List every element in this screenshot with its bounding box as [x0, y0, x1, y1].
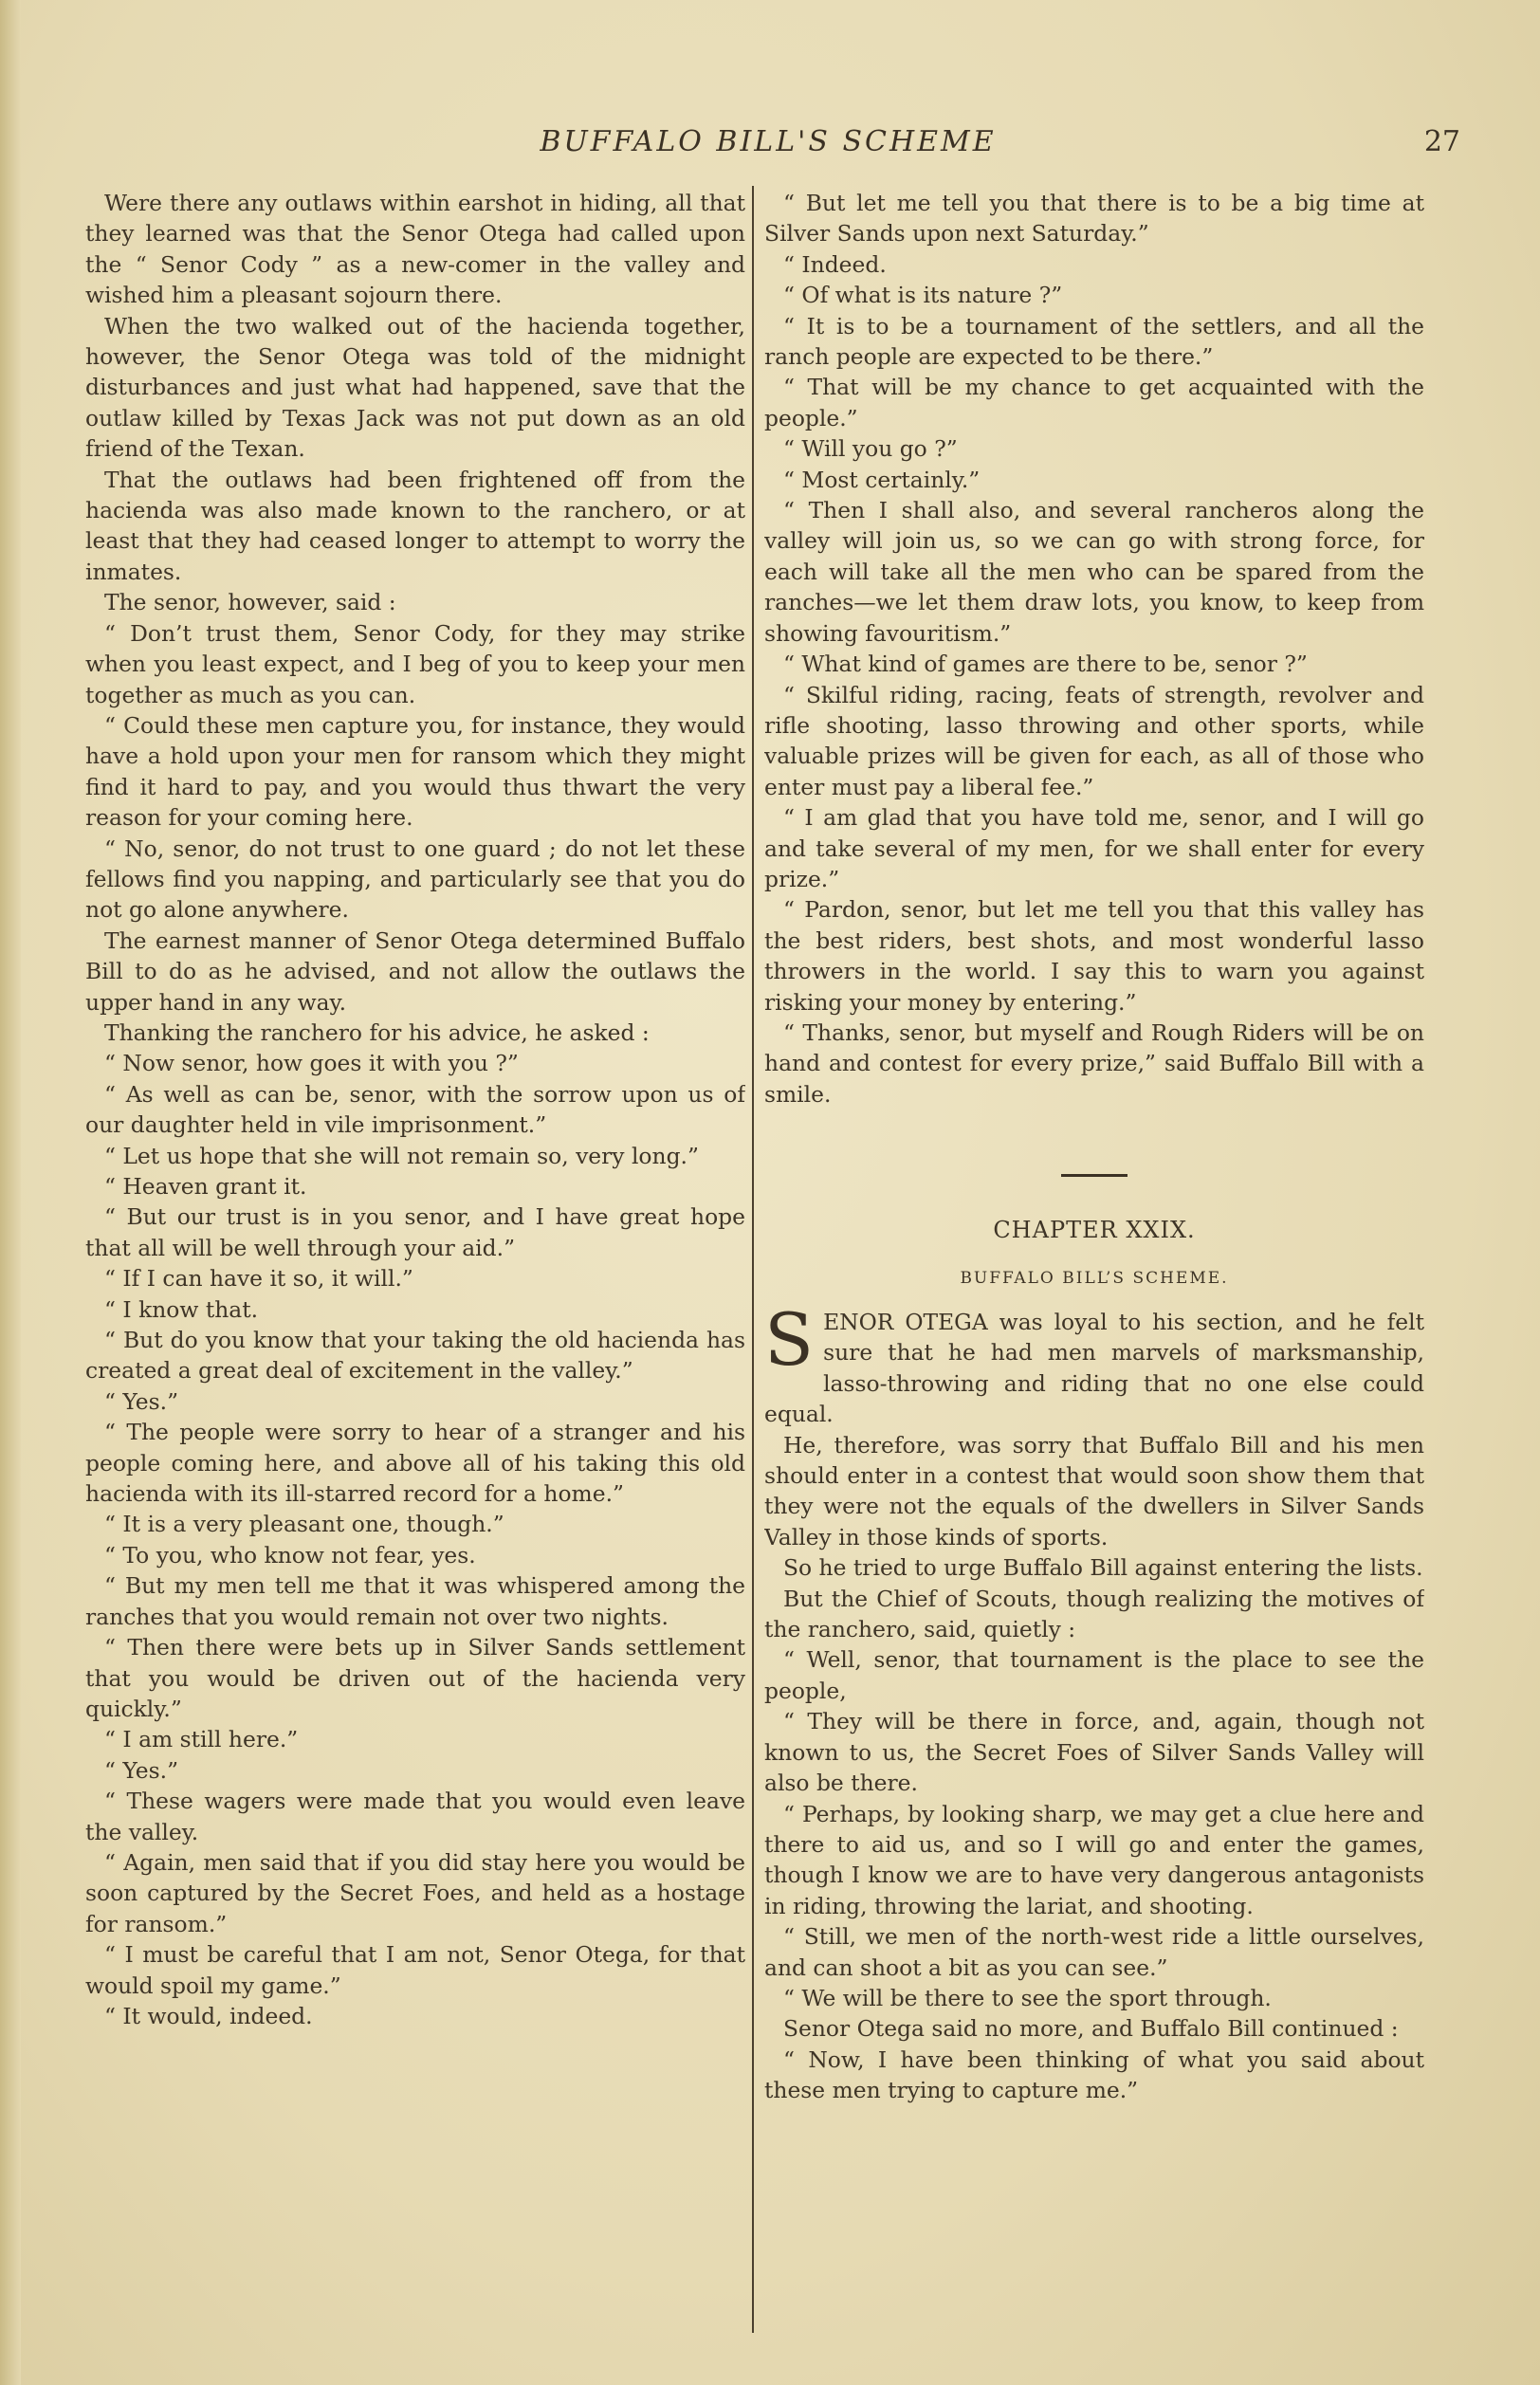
- page-number: 27: [1423, 125, 1460, 158]
- paragraph: “ Skilful riding, racing, feats of strength, revolver and rifle shooting, lasso throwing and other sports, while valuable prizes will be given for each, as all of those who enter must pay a liberal fee.”: [764, 681, 1424, 800]
- paragraph: So he tried to urge Buffalo Bill against entering the lists.: [783, 1554, 1423, 1582]
- paragraph: “ To you, who know not fear, yes.: [104, 1541, 476, 1569]
- paragraph: He, therefore, was sorry that Buffalo Bill and his men should enter in a contest that would soon show them that they were not the equals of the dwellers in Silver Sands Valley in those kinds of sports.: [764, 1431, 1424, 1550]
- paragraph: The earnest manner of Senor Otega determined Buffalo Bill to do as he advised, and not allow the outlaws the upper hand in any way.: [85, 926, 745, 1016]
- paragraph: “ Perhaps, by looking sharp, we may get a clue here and there to aid us, and so I will go and enter the games, though I know we are to have very dangerous antagonists in riding, throwing the lariat, and shooting.: [764, 1800, 1424, 1919]
- right-column: [764, 188, 1424, 2350]
- paragraph: “ I am still here.”: [104, 1726, 299, 1753]
- chapter-title: CHAPTER XXIX.: [993, 1217, 1196, 1244]
- paragraph: “ We will be there to see the sport through.: [783, 1984, 1272, 2011]
- paragraph: “ Pardon, senor, but let me tell you that this valley has the best riders, best shots, and most wonderful lasso throwers in the world. I say this to warn you against risking your money by entering.”: [764, 896, 1424, 1016]
- paragraph: “ Now senor, how goes it with you ?”: [104, 1050, 519, 1077]
- paragraph: “ Most certainly.”: [783, 466, 981, 493]
- paragraph: “ I know that.: [104, 1295, 259, 1323]
- paragraph: “ It is a very pleasant one, though.”: [104, 1511, 504, 1538]
- paragraph: But the Chief of Scouts, though realizing the motives of the ranchero, said, quietly :: [764, 1585, 1424, 1643]
- paragraph: “ If I can have it so, it will.”: [104, 1265, 413, 1293]
- paragraph: The senor, however, said :: [104, 589, 396, 616]
- paragraph: “ No, senor, do not trust to one guard ; do not let these fellows find you napping, and particularly see that you do not go alone anywhere.: [85, 835, 745, 924]
- paragraph: “ Don’t trust them, Senor Cody, for they may strike when you least expect, and I beg of you to keep your men together as much as you can.: [85, 619, 745, 708]
- paragraph: “ Then there were bets up in Silver Sands settlement that you would be driven out of the hacienda very quickly.”: [85, 1634, 745, 1722]
- first-paragraph-text: ENOR OTEGA was loyal to his section, and he felt sure that he had men marvels of marksmanship, lasso-throwing and riding that no one else could equal.: [764, 1309, 1424, 1428]
- paragraph: When the two walked out of the hacienda together, however, the Senor Otega was told of the midnight disturbances and just what had happened, save that the outlaw killed by Texas Jack was not put down as an old friend of the Texan.: [85, 312, 745, 463]
- column-rule: [752, 186, 754, 2333]
- paragraph: “ Will you go ?”: [783, 435, 958, 463]
- paragraph: Senor Otega said no more, and Buffalo Bill continued :: [783, 2015, 1399, 2043]
- page-header: [76, 125, 1460, 163]
- paragraph: “ But do you know that your taking the old hacienda has created a great deal of excitement in the valley.”: [85, 1327, 745, 1385]
- paragraph: “ The people were sorry to hear of a stranger and his people coming here, and above all of his taking this old hacienda with its ill-starred record for a home.”: [85, 1419, 745, 1508]
- paragraph: “ But my men tell me that it was whispered among the ranches that you would remain not over two nights.: [85, 1572, 745, 1630]
- paragraph: “ I am glad that you have told me, senor, and I will go and take several of my men, for we shall enter for every prize.”: [764, 804, 1424, 892]
- running-title: BUFFALO BILL'S SCHEME: [540, 125, 997, 158]
- paragraph: “ Of what is its nature ?”: [783, 282, 1063, 309]
- chapter-first-paragraph: [764, 1297, 1424, 1430]
- paragraph: “ Still, we men of the north-west ride a little ourselves, and can shoot a bit as you can see.”: [764, 1923, 1424, 1981]
- paragraph: “ Let us hope that she will not remain so, very long.”: [104, 1142, 699, 1169]
- paragraph: “ That will be my chance to get acquainted with the people.”: [764, 374, 1424, 431]
- paragraph: Were there any outlaws within earshot in hiding, all that they learned was that the Senor Otega had called upon the “ Senor Cody ” as a new-comer in the valley and wished him a pleasant sojourn there.: [85, 190, 745, 309]
- paragraph: “ Thanks, senor, but myself and Rough Riders will be on hand and contest for every prize,” said Buffalo Bill with a smile.: [764, 1018, 1424, 1108]
- paragraph: “ I must be careful that I am not, Senor Otega, for that would spoil my game.”: [85, 1941, 745, 1999]
- paragraph: “ Heaven grant it.: [104, 1173, 307, 1200]
- page-binding-edge: [0, 0, 21, 2385]
- paragraph: “ But let me tell you that there is to be a big time at Silver Sands upon next Saturday.”: [764, 190, 1424, 248]
- paragraph: “ It is to be a tournament of the settlers, and all the ranch people are expected to be there.”: [764, 312, 1424, 371]
- paragraph: “ Indeed.: [783, 250, 887, 278]
- paragraph: “ Could these men capture you, for instance, they would have a hold upon your men for ransom which they might find it hard to pay, and you would thus thwart the very reason for your coming here.: [85, 711, 745, 832]
- paragraph: “ What kind of games are there to be, senor ?”: [783, 651, 1308, 678]
- chapter-subtitle: BUFFALO BILL’S SCHEME.: [960, 1268, 1229, 1288]
- paragraph: “ Then I shall also, and several rancheros along the valley will join us, so we can go with strong force, for each will take all the men who can be spared from the ranches—we let them draw lots, you know, to keep from showing favouritism.”: [764, 497, 1424, 647]
- paragraph: “ Again, men said that if you did stay here you would be soon captured by the Secret Foes, and held as a hostage for ransom.”: [85, 1848, 745, 1937]
- paragraph: “ It would, indeed.: [104, 2002, 313, 2029]
- left-column: [85, 188, 745, 2350]
- paragraph: “ As well as can be, senor, with the sorrow upon us of our daughter held in vile imprisonment.”: [85, 1080, 745, 1139]
- paragraph: “ They will be there in force, and, again, though not known to us, the Secret Foes of Silver Sands Valley will also be there.: [764, 1708, 1424, 1797]
- paragraph: “ These wagers were made that you would even leave the valley.: [85, 1788, 745, 1845]
- paragraph: “ Now, I have been thinking of what you said about these men trying to capture me.”: [764, 2046, 1424, 2104]
- paragraph: Thanking the ranchero for his advice, he asked :: [104, 1018, 650, 1046]
- paragraph: That the outlaws had been frightened off from the hacienda was also made known to the ranchero, or at least that they had ceased longer to attempt to worry the inmates.: [85, 466, 745, 585]
- drop-cap: S: [764, 1297, 815, 1382]
- section-divider: [1061, 1174, 1128, 1177]
- paragraph: “ Well, senor, that tournament is the place to see the people,: [764, 1646, 1424, 1704]
- paragraph: “ Yes.”: [104, 1387, 179, 1415]
- paragraph: “ But our trust is in you senor, and I have great hope that all will be well through your aid.”: [85, 1203, 745, 1261]
- paragraph: “ Yes.”: [104, 1756, 179, 1784]
